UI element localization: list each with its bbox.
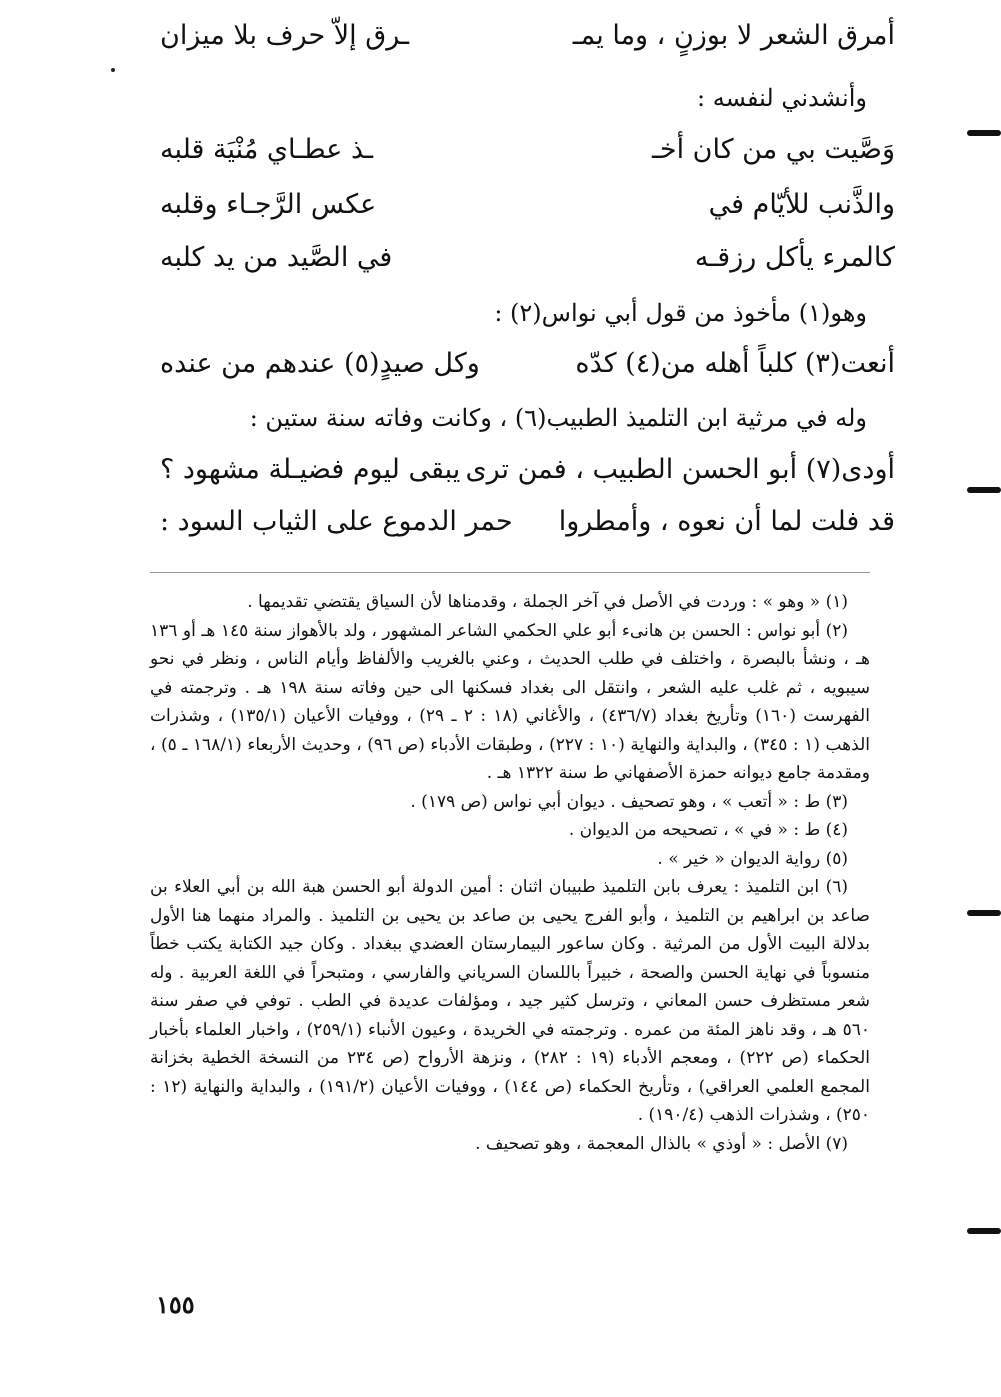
- verse-hemistich-right: قد فلت لما أن نعوه ، وأمطروا: [558, 506, 895, 537]
- verse-line: [160, 502, 895, 550]
- footnote-separator: [150, 572, 870, 573]
- verse-hemistich-right: أودى(٧) أبو الحسن الطبيب ، فمن ترى: [465, 454, 895, 485]
- verse-hemistich-right: وَصَّيت بي من كان أخـ: [652, 134, 895, 165]
- verse-hemistich-right: أمرق الشعر لا بوزنٍ ، وما يمـ: [572, 20, 895, 51]
- verse-hemistich-right: كالمرء يأكل رزقـه: [694, 242, 895, 273]
- scan-mark: [967, 487, 1001, 493]
- footnotes: [150, 588, 870, 1158]
- verse-line: [160, 185, 895, 233]
- page-number: ١٥٥: [156, 1290, 195, 1319]
- footnote-5: (٥) رواية الديوان « خير » .: [657, 848, 848, 869]
- scan-mark: [967, 130, 1001, 136]
- scan-mark: [111, 68, 115, 72]
- verse-line: [160, 130, 895, 178]
- scan-mark: [967, 1228, 1001, 1234]
- verse-hemistich-left: في الصَّيد من يد كلبه: [160, 242, 393, 273]
- verse-hemistich-left: ـذ عطـاي مُنْيَة قلبه: [160, 134, 374, 165]
- verse-hemistich-right: أنعت(٣) كلباً أهله من(٤) كدّه: [575, 348, 895, 379]
- verse-hemistich-left: ـرق إلاّ حرف بلا ميزان: [160, 20, 410, 51]
- verse-hemistich-left: عكس الرَّجـاء وقلبه: [160, 189, 377, 220]
- verse-hemistich-left: حمر الدموع على الثياب السود :: [160, 506, 513, 537]
- footnote-4: (٤) ط : « في » ، تصحيحه من الديوان .: [568, 820, 848, 840]
- verse-line: [160, 16, 895, 64]
- verse-line: [160, 344, 895, 392]
- elegy-intro-line: وله في مرثية ابن التلميذ الطبيب(٦) ، وكانت وفاته سنة ستين :: [249, 404, 867, 432]
- scan-mark: [967, 910, 1001, 916]
- verse-line: [160, 450, 895, 498]
- footnote-3: (٣) ط : « أتعب » ، وهو تصحيف . ديوان أبي نواس (ص ١٧٩) .: [410, 791, 848, 812]
- source-line: وهو(١) مأخوذ من قول أبي نواس(٢) :: [494, 299, 867, 327]
- verse-hemistich-left: وكل صيدٍ(٥) عندهم من عنده: [160, 348, 480, 379]
- verse-hemistich-right: والذَّنب للأيّام في: [708, 189, 895, 220]
- verse-hemistich-left: يبقى ليوم فضيـلة مشهود ؟: [160, 454, 461, 485]
- intro-line: وأنشدني لنفسه :: [697, 84, 867, 112]
- footnote-6: (٦) ابن التلميذ : يعرف بابن التلميذ طبيبان اثنان : أمين الدولة أبو الحسن هبة الله بن أبي العلاء بن صاعد بن ابراهيم بن التلميذ ، وأبو الفرج يحيى بن صاعد بن يحيى بن التلميذ . والمراد منهما هنا الأول بدلالة البيت الأول من المرثية . وكان ساعور البيمارستان العضدي ببغداد . وكان جيد الكتابة يكتب خطاً منسوباً في نهاية الحسن والصحة ، خبيراً باللسان السرياني والفارسي ، ومتبحراً في اللغة العربية . وله شعر مستظرف حسن المعاني ، وترسل كثير جيد ، ومؤلفات عديدة في الطب . توفي في صفر سنة ٥٦٠ هـ ، وقد ناهز المئة من عمره . وترجمته في الخريدة ، وعيون الأنباء (٢٥٩/١) ، واخبار العلماء بأخبار الحكماء (ص ٢٢٢) ، ومعجم الأدباء (١٩ : ٢٨٢) ، ونزهة الأرواح (ص ٢٣٤ من النسخة الخطية بخزانة المجمع العلمي العراقي) ، وتأريخ الحكماء (ص ١٤٤) ، ووفيات الأعيان (١٩١/٢) ، والبداية والنهاية (١٢ : ٢٥٠) ، وشذرات الذهب (١٩٠/٤) .: [150, 877, 870, 1125]
- verse-line: [160, 238, 895, 286]
- footnote-2: (٢) أبو نواس : الحسن بن هانىء أبو علي الحكمي الشاعر المشهور ، ولد بالأهواز سنة ١٤٥ هـ أو ١٣٦ هـ ، ونشأ بالبصرة ، واختلف في طلب الحديث ، وعني بالغريب والألفاظ وأيام الناس ، ونظر في نحو سيبويه ، ثم غلب عليه الشعر ، وانتقل الى بغداد فسكنها الى حين وفاته سنة ١٩٨ هـ . وترجمته في الفهرست (١٦٠) وتأريخ بغداد (٤٣٦/٧) ، والأغاني (١٨ : ٢ ـ ٢٩) ، ووفيات الأعيان (١٣٥/١) ، وشذرات الذهب (١ : ٣٤٥) ، والبداية والنهاية (١٠ : ٢٢٧) ، وطبقات الأدباء (ص ٩٦) ، وحديث الأربعاء (١٦٨/١ ـ ٥) ، ومقدمة جامع ديوانه حمزة الأصفهاني ط سنة ١٣٢٢ هـ .: [150, 620, 870, 783]
- footnote-7: (٧) الأصل : « أوذي » بالذال المعجمة ، وهو تصحيف .: [475, 1133, 848, 1154]
- footnote-1: (١) « وهو » : وردت في الأصل في آخر الجملة ، وقدمناها لأن السياق يقتضي تقديمها .: [247, 592, 848, 612]
